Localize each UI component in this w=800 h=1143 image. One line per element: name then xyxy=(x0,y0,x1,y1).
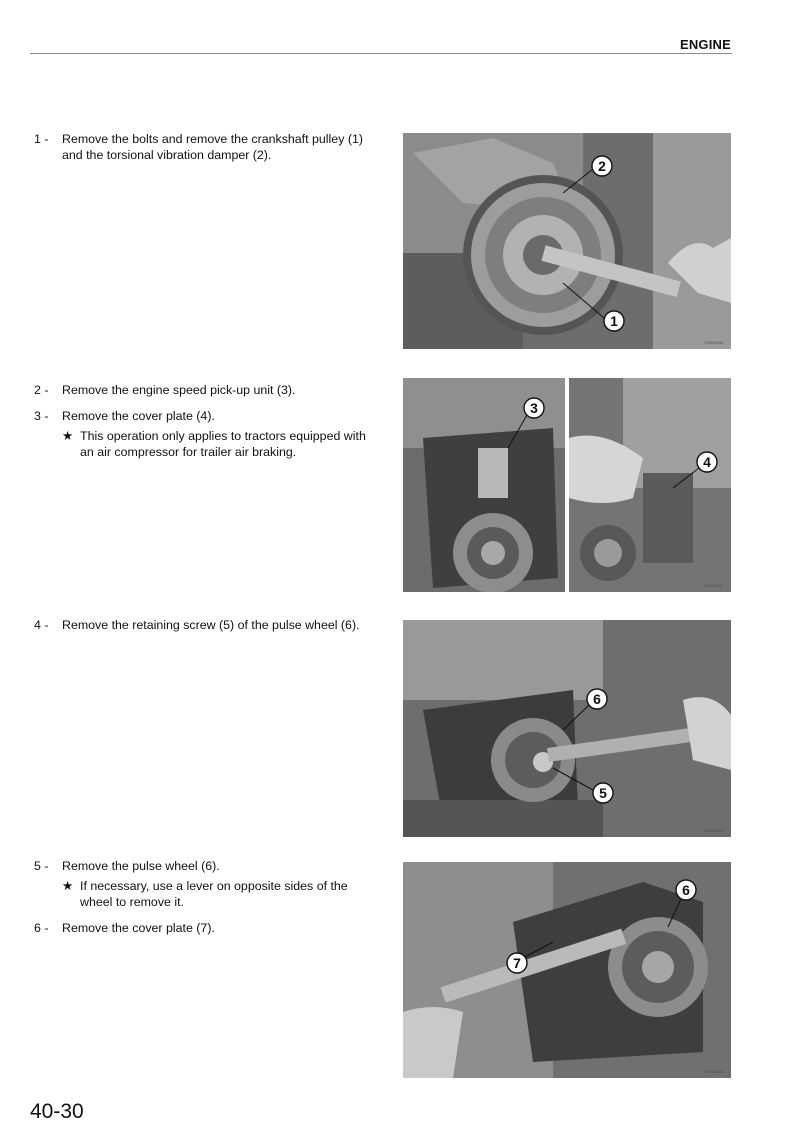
step-group-1 xyxy=(34,131,379,173)
figure-code: F0010761 xyxy=(704,583,723,588)
figure-pulse-wheel xyxy=(403,862,731,1078)
step-number: 1 - xyxy=(34,132,49,146)
star-icon: ★ xyxy=(62,429,74,443)
note-text: This operation only applies to tractors equipped with an air compressor for trailer air braking. xyxy=(80,429,366,459)
callout-6: 6 xyxy=(593,691,601,707)
callout-2: 2 xyxy=(598,158,606,174)
callout-7: 7 xyxy=(513,955,521,971)
step-number: 3 - xyxy=(34,409,49,423)
step-text: Remove the cover plate (4). xyxy=(62,409,215,423)
step-6 xyxy=(34,920,379,936)
star-icon: ★ xyxy=(62,879,74,893)
step-group-2 xyxy=(34,382,379,470)
section-title: ENGINE xyxy=(679,37,731,52)
step-text: Remove the cover plate (7). xyxy=(62,921,215,935)
figure-code: F0010760 xyxy=(704,340,723,345)
step-1 xyxy=(34,131,379,163)
header-rule xyxy=(30,53,732,54)
figure-retaining-screw xyxy=(403,620,731,837)
callout-4: 4 xyxy=(703,454,711,470)
step-text: Remove the pulse wheel (6). xyxy=(62,859,220,873)
step-number: 5 - xyxy=(34,859,49,873)
step-5-note xyxy=(62,878,379,910)
page-number: 40-30 xyxy=(30,1100,84,1123)
step-3-note xyxy=(62,428,379,460)
step-text: Remove the engine speed pick-up unit (3). xyxy=(62,383,296,397)
note-text: If necessary, use a lever on opposite sides of the wheel to remove it. xyxy=(80,879,348,909)
step-3 xyxy=(34,408,379,424)
step-number: 4 - xyxy=(34,618,49,632)
figure-code: F0010763 xyxy=(704,1069,723,1074)
step-text: Remove the retaining screw (5) of the pulse wheel (6). xyxy=(62,618,360,632)
callout-3: 3 xyxy=(530,400,538,416)
step-group-3 xyxy=(34,617,379,643)
callout-5: 5 xyxy=(599,785,607,801)
step-text: Remove the bolts and remove the crankshaft pulley (1) and the torsional vibration damper (2). xyxy=(62,132,363,162)
callout-6: 6 xyxy=(682,882,690,898)
step-group-4 xyxy=(34,858,379,946)
callout-1: 1 xyxy=(610,313,618,329)
figure-code: F0010762 xyxy=(704,828,723,833)
step-4 xyxy=(34,617,379,633)
step-number: 2 - xyxy=(34,383,49,397)
step-2 xyxy=(34,382,379,398)
figure-pickup-and-cover xyxy=(403,378,731,592)
figure-crankshaft-pulley xyxy=(403,133,731,349)
step-number: 6 - xyxy=(34,921,49,935)
step-5 xyxy=(34,858,379,874)
